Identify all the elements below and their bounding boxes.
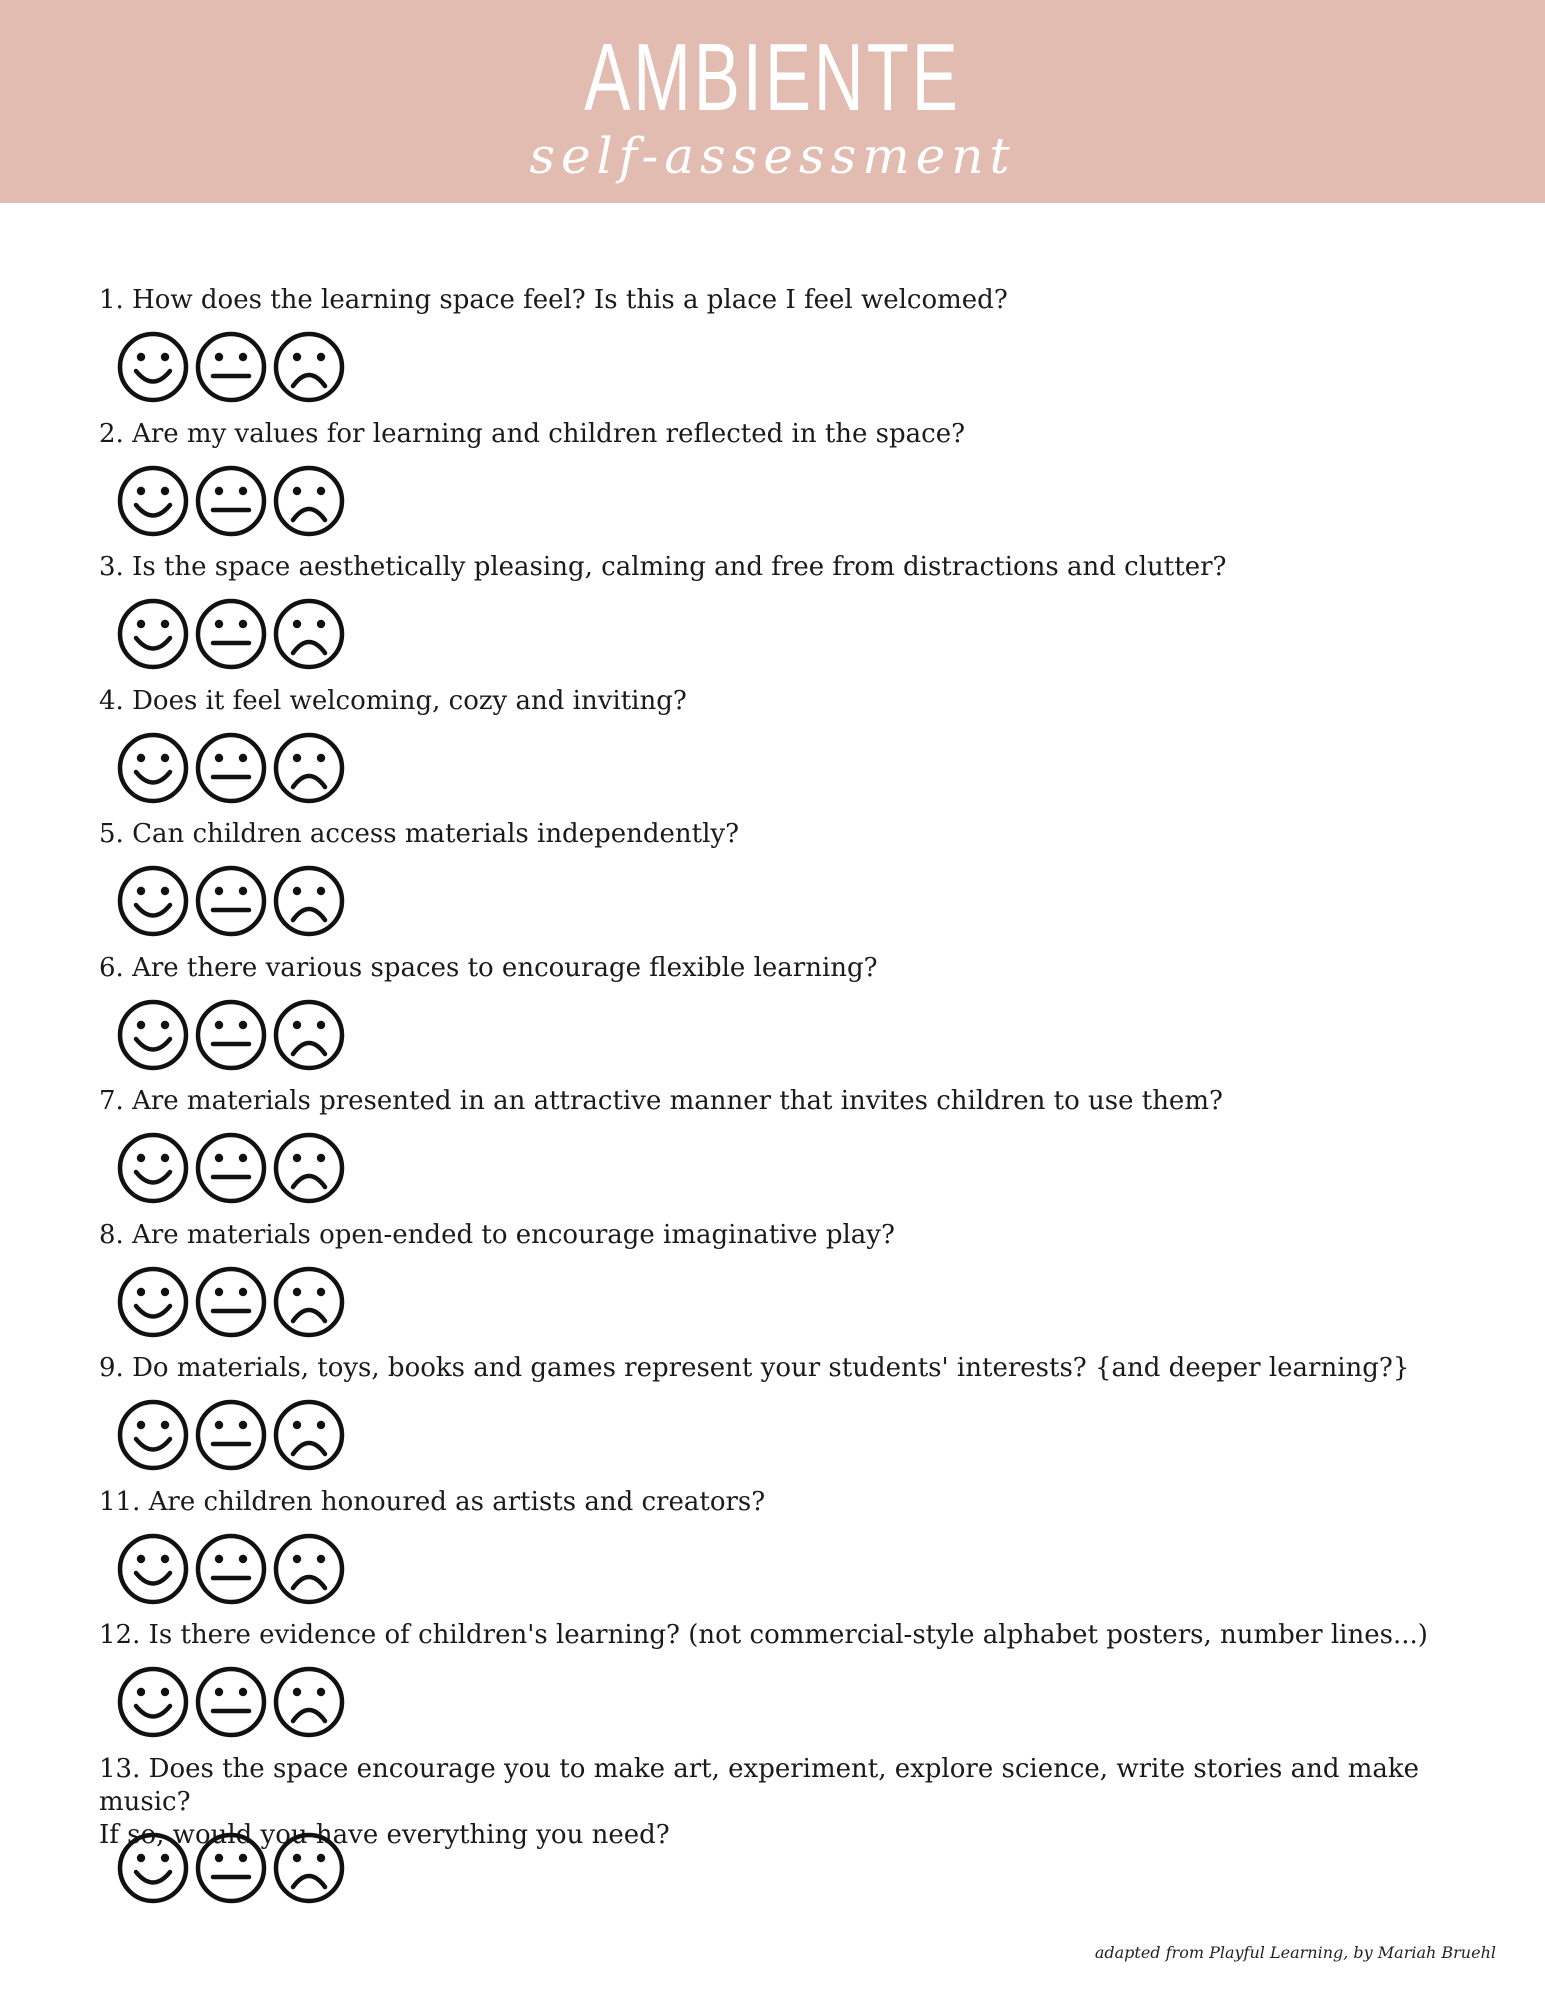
rating-faces — [116, 731, 346, 805]
neutral-face-icon[interactable] — [194, 1398, 268, 1472]
neutral-face-icon[interactable] — [194, 1831, 268, 1905]
sad-face-icon[interactable] — [272, 597, 346, 671]
attribution: adapted from Playful Learning, by Mariah Bruehl — [1094, 1943, 1496, 1962]
question-text: 5. Can children access materials independently? — [99, 819, 740, 849]
smiley-face-icon[interactable] — [116, 597, 190, 671]
neutral-face-icon[interactable] — [194, 1532, 268, 1606]
rating-faces — [116, 864, 346, 938]
smiley-face-icon[interactable] — [116, 1131, 190, 1205]
sad-face-icon[interactable] — [272, 1398, 346, 1472]
rating-faces — [116, 1265, 346, 1339]
smiley-face-icon[interactable] — [116, 1398, 190, 1472]
smiley-face-icon[interactable] — [116, 864, 190, 938]
page-title: AMBIENTE — [584, 24, 961, 131]
sad-face-icon[interactable] — [272, 998, 346, 1072]
rating-faces — [116, 1831, 346, 1905]
question-text: 11. Are children honoured as artists and creators? — [99, 1487, 766, 1517]
question-text: 12. Is there evidence of children's learning? (not commercial-style alphabet posters, number lines...) — [99, 1620, 1428, 1650]
rating-faces — [116, 1398, 346, 1472]
sad-face-icon[interactable] — [272, 1665, 346, 1739]
question-text: 8. Are materials open-ended to encourage imaginative play? — [99, 1220, 895, 1250]
question-text: 9. Do materials, toys, books and games represent your students' interests? {and deeper learning?} — [99, 1353, 1410, 1383]
smiley-face-icon[interactable] — [116, 1831, 190, 1905]
rating-faces — [116, 1532, 346, 1606]
smiley-face-icon[interactable] — [116, 1265, 190, 1339]
question-text: 3. Is the space aesthetically pleasing, calming and free from distractions and clutter? — [99, 552, 1227, 582]
sad-face-icon[interactable] — [272, 464, 346, 538]
smiley-face-icon[interactable] — [116, 330, 190, 404]
sad-face-icon[interactable] — [272, 1532, 346, 1606]
smiley-face-icon[interactable] — [116, 731, 190, 805]
rating-faces — [116, 597, 346, 671]
sad-face-icon[interactable] — [272, 330, 346, 404]
smiley-face-icon[interactable] — [116, 1532, 190, 1606]
question-text: 1. How does the learning space feel? Is this a place I feel welcomed? — [99, 285, 1008, 315]
neutral-face-icon[interactable] — [194, 597, 268, 671]
neutral-face-icon[interactable] — [194, 864, 268, 938]
question-text: 4. Does it feel welcoming, cozy and inviting? — [99, 686, 687, 716]
sad-face-icon[interactable] — [272, 1265, 346, 1339]
smiley-face-icon[interactable] — [116, 464, 190, 538]
question-text: 6. Are there various spaces to encourage flexible learning? — [99, 953, 878, 983]
neutral-face-icon[interactable] — [194, 464, 268, 538]
page-subtitle: self-assessment — [529, 127, 1016, 185]
rating-faces — [116, 1665, 346, 1739]
question-text: 7. Are materials presented in an attractive manner that invites children to use them? — [99, 1086, 1223, 1116]
neutral-face-icon[interactable] — [194, 1131, 268, 1205]
neutral-face-icon[interactable] — [194, 731, 268, 805]
rating-faces — [116, 1131, 346, 1205]
neutral-face-icon[interactable] — [194, 330, 268, 404]
sad-face-icon[interactable] — [272, 864, 346, 938]
question-text: 2. Are my values for learning and children reflected in the space? — [99, 419, 966, 449]
rating-faces — [116, 330, 346, 404]
smiley-face-icon[interactable] — [116, 998, 190, 1072]
neutral-face-icon[interactable] — [194, 1265, 268, 1339]
rating-faces — [116, 998, 346, 1072]
neutral-face-icon[interactable] — [194, 1665, 268, 1739]
sad-face-icon[interactable] — [272, 1831, 346, 1905]
header-banner — [0, 0, 1545, 203]
question-text: 13. Does the space encourage you to make art, experiment, explore science, write stories and make music? If so, would you have everything you need? — [99, 1754, 1420, 1850]
sad-face-icon[interactable] — [272, 731, 346, 805]
sad-face-icon[interactable] — [272, 1131, 346, 1205]
neutral-face-icon[interactable] — [194, 998, 268, 1072]
rating-faces — [116, 464, 346, 538]
smiley-face-icon[interactable] — [116, 1665, 190, 1739]
